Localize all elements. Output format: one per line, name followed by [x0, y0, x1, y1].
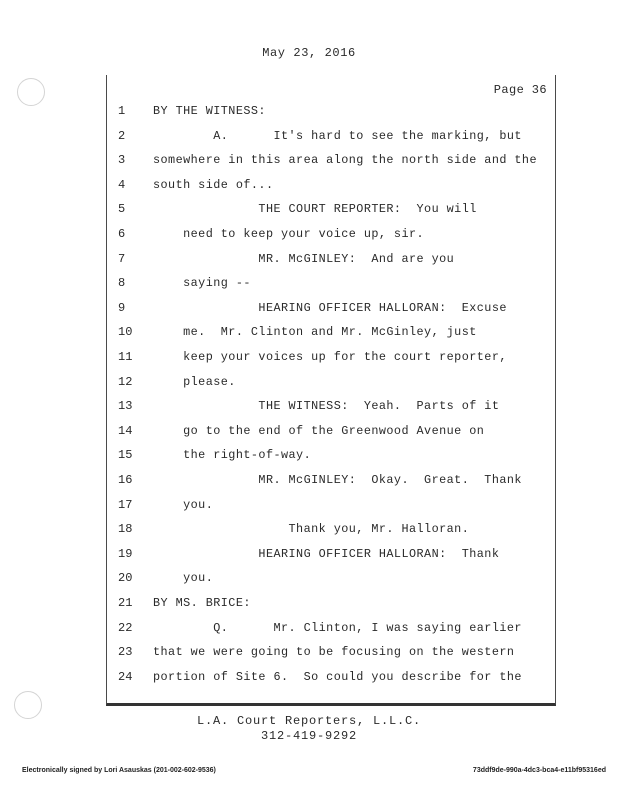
line-number: 11 — [118, 350, 133, 364]
line-text: MR. McGINLEY: Okay. Great. Thank — [153, 473, 522, 487]
line-number: 8 — [118, 276, 126, 290]
line-text: THE WITNESS: Yeah. Parts of it — [153, 399, 500, 413]
line-text: go to the end of the Greenwood Avenue on — [153, 424, 485, 438]
line-number: 23 — [118, 645, 133, 659]
binder-hole-top — [17, 78, 45, 106]
line-number: 12 — [118, 375, 133, 389]
line-number: 17 — [118, 498, 133, 512]
line-number: 24 — [118, 670, 133, 684]
footer-company: L.A. Court Reporters, L.L.C. — [196, 714, 422, 728]
line-text: portion of Site 6. So could you describe for the — [153, 670, 522, 684]
line-text: HEARING OFFICER HALLORAN: Thank — [153, 547, 500, 561]
line-number: 15 — [118, 448, 133, 462]
line-number: 10 — [118, 325, 133, 339]
line-text: THE COURT REPORTER: You will — [153, 202, 477, 216]
electronic-signature: Electronically signed by Lori Asauskas (201-002-602-9536) — [22, 767, 216, 774]
line-text: the right-of-way. — [153, 448, 312, 462]
line-text: MR. McGINLEY: And are you — [153, 252, 455, 266]
line-number: 22 — [118, 621, 133, 635]
line-number: 4 — [118, 178, 126, 192]
line-number: 3 — [118, 153, 126, 167]
line-text: Q. Mr. Clinton, I was saying earlier — [153, 621, 522, 635]
page-number: Page 36 — [493, 83, 547, 97]
footer-phone: 312-419-9292 — [260, 729, 357, 743]
line-text: you. — [153, 498, 214, 512]
line-number: 19 — [118, 547, 133, 561]
line-text: HEARING OFFICER HALLORAN: Excuse — [153, 301, 507, 315]
line-number: 5 — [118, 202, 126, 216]
line-number: 7 — [118, 252, 126, 266]
line-text: Thank you, Mr. Halloran. — [153, 522, 470, 536]
line-text: BY MS. BRICE: — [153, 596, 251, 610]
line-text: A. It's hard to see the marking, but — [153, 129, 522, 143]
line-text: that we were going to be focusing on the western — [153, 645, 515, 659]
line-text: south side of... — [153, 178, 274, 192]
line-number: 13 — [118, 399, 133, 413]
line-text: saying -- — [153, 276, 251, 290]
line-text: somewhere in this area along the north side and the — [153, 153, 537, 167]
transcript-date: May 23, 2016 — [262, 46, 356, 60]
line-number: 2 — [118, 129, 126, 143]
line-number: 21 — [118, 596, 133, 610]
line-number: 9 — [118, 301, 126, 315]
line-number: 20 — [118, 571, 133, 585]
line-number: 16 — [118, 473, 133, 487]
line-number: 1 — [118, 104, 126, 118]
line-text: BY THE WITNESS: — [153, 104, 266, 118]
line-number: 18 — [118, 522, 133, 536]
line-text: me. Mr. Clinton and Mr. McGinley, just — [153, 325, 477, 339]
line-text: keep your voices up for the court reporter, — [153, 350, 507, 364]
line-text: you. — [153, 571, 214, 585]
line-number: 6 — [118, 227, 126, 241]
line-text: please. — [153, 375, 236, 389]
document-id: 73ddf9de-990a-4dc3-bca4-e11bf95316ed — [472, 767, 606, 774]
transcript-frame — [106, 75, 556, 706]
line-number: 14 — [118, 424, 133, 438]
line-text: need to keep your voice up, sir. — [153, 227, 425, 241]
